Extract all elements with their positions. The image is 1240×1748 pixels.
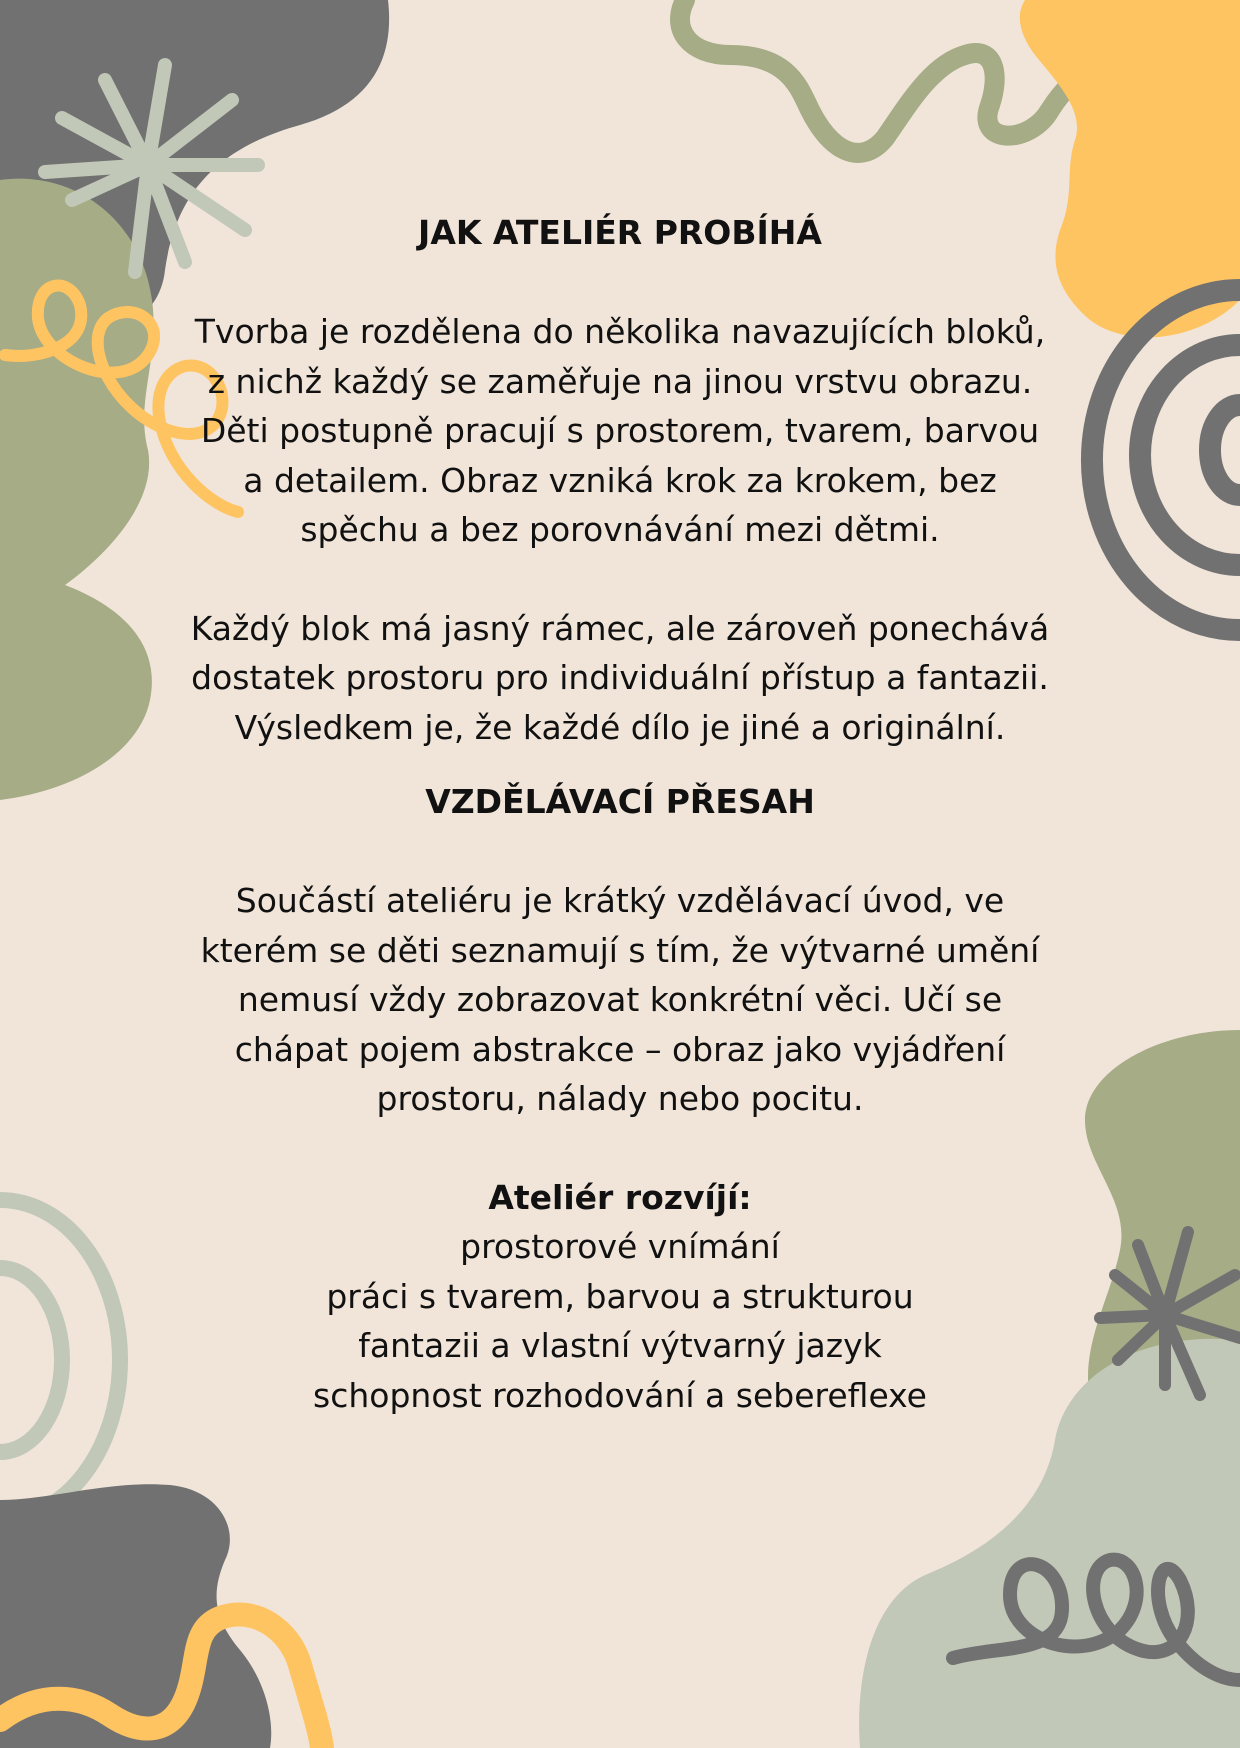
- section-heading-educational-overlap: VZDĚLÁVACÍ PŘESAH: [425, 782, 815, 821]
- right-gray-inner-arc: [1140, 345, 1240, 565]
- develops-item: práci s tvarem, barvou a strukturou: [326, 1276, 914, 1316]
- paragraph-framework: Každý blok má jasný rámec, ale zároveň ponechává dostatek prostoru pro individuální přístup a fantazii. Výsledkem je, že každé dílo je jiné a originální.: [190, 608, 1050, 747]
- content-column: [190, 208, 1050, 1420]
- paragraph-abstraction: Součástí ateliéru je krátký vzdělávací úvod, ve kterém se děti seznamují s tím, že výtvarné umění nemusí vždy zobrazovat konkrétní věci. Učí se chápat pojem abstrakce – obraz jako vyjádření prostoru, nálady nebo pocitu.: [200, 881, 1040, 1118]
- section-heading-how-it-works: JAK ATELIÉR PROBÍHÁ: [418, 213, 822, 252]
- paragraph-blocks: Tvorba je rozdělena do několika navazujících bloků, z nichž každý se zaměřuje na jinou vrstvu obrazu. Děti postupně pracují s prostorem, tvarem, barvou a detailem. Obraz vzniká krok za krokem, bez spěchu a bez porovnávání mezi dětmi.: [194, 312, 1046, 549]
- develops-list: [190, 1222, 1050, 1420]
- spacer: [190, 1124, 1050, 1173]
- bottom-left-sage-inner-arc: [0, 1268, 62, 1452]
- spacer: [190, 752, 1050, 777]
- spacer: [190, 555, 1050, 604]
- right-gray-small-arc: [1210, 405, 1240, 495]
- spacer: [190, 827, 1050, 876]
- develops-item: schopnost rozhodování a sebereflexe: [313, 1375, 927, 1415]
- develops-item: fantazii a vlastní výtvarný jazyk: [358, 1326, 882, 1365]
- develops-title: Ateliér rozvíjí:: [488, 1177, 752, 1217]
- develops-item: prostorové vnímání: [460, 1227, 780, 1266]
- spacer: [190, 258, 1050, 307]
